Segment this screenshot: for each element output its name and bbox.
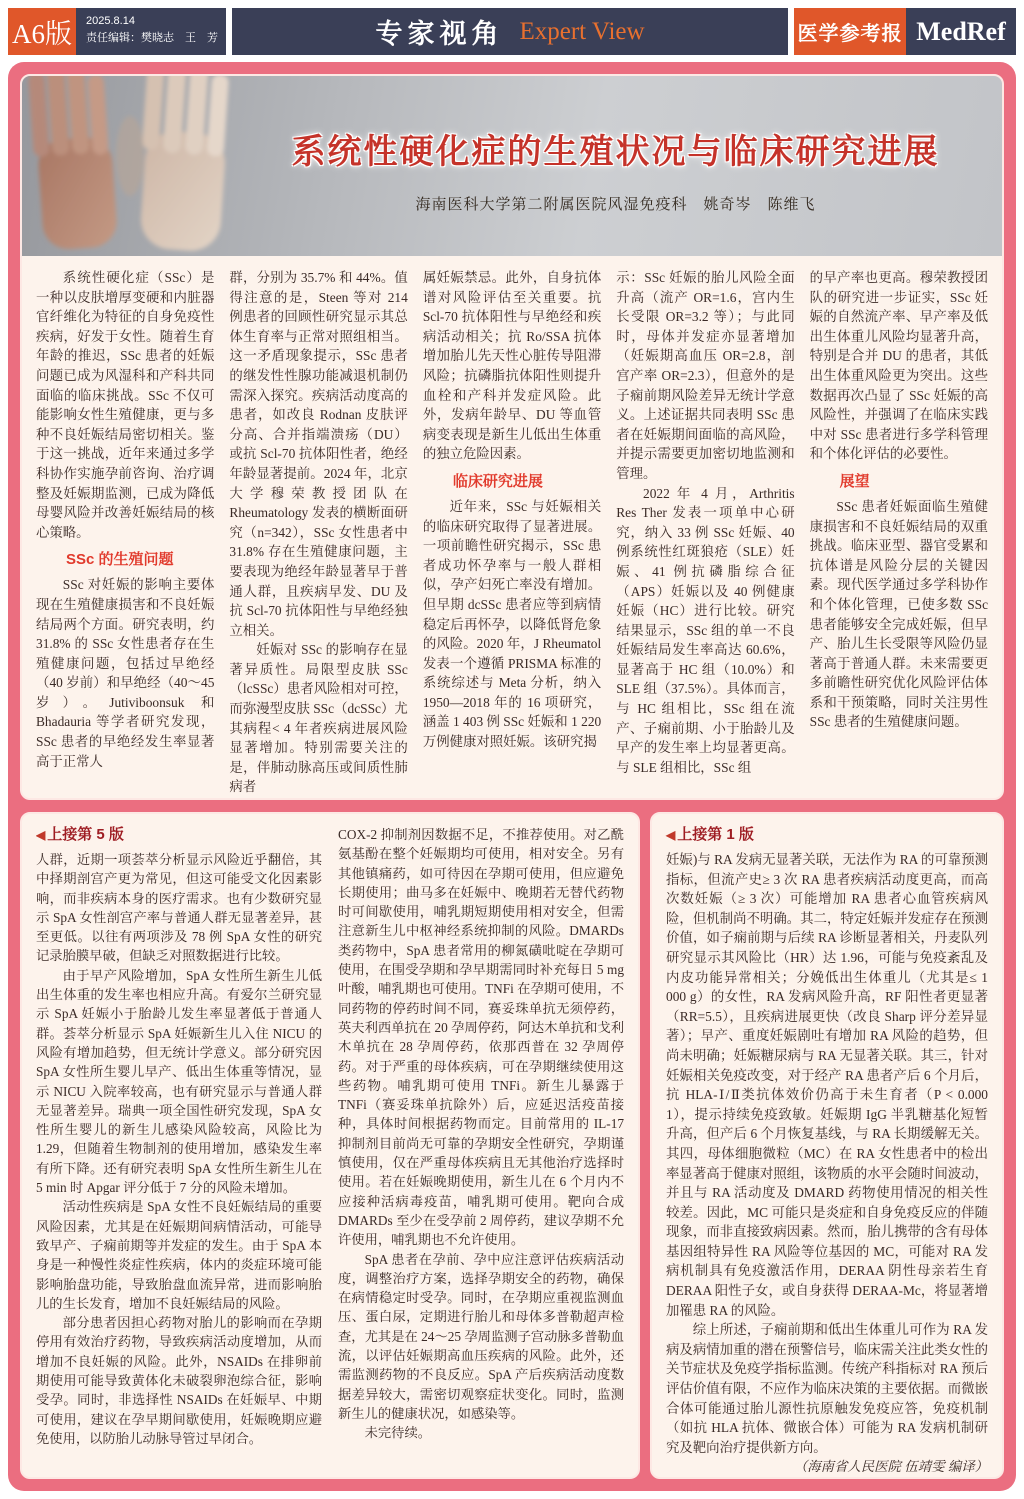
section-title-bar	[232, 8, 788, 55]
brand-name-en: MedRef	[906, 8, 1016, 55]
paragraph: SpA 患者在孕前、孕中应注意评估疾病活动度，调整治疗方案，选择孕期安全的药物，确保在病情稳定时受孕。同时，在孕期应重视监测血压、蛋白尿，定期进行胎儿和母体多普勒超声检查，尤其是在 24～25 孕周监测子宫动脉多普勒血流，以评估妊娠期高血压疾病的风险。此外，还需监测药物的不良反应。SpA 产后疾病活动度数据差异较大，需密切观察症状变化。同时，监测新生儿的健康状况，如感染等。	[338, 1251, 624, 1421]
article-column-1	[36, 268, 214, 800]
masthead-meta	[76, 8, 226, 55]
article-columns	[22, 256, 1002, 800]
content-frame	[8, 62, 1016, 1491]
paragraph: COX-2 抑制剂因数据不足，不推荐使用。对乙酰氨基酚在整个妊娠期均可使用，相对安全。另有其他镇痛药，如可待因在孕期可使用，但应避免长期使用；曲马多在妊娠中、晚期若无替代药物时可间歇使用，哺乳期短期使用相对安全，但需注意新生儿中枢神经系统抑制的风险。DMARDs 类药物中，SpA 患者常用的柳氮磺吡啶在孕期可使用，在围受孕期和孕早期需同时补充每日 5 mg 叶酸，哺乳期也可使用。TNFi 在孕期可使用，不同药物的停药时间不同，赛妥珠单抗无须停药，英夫利西单抗在 20 孕周停药，阿达木单抗和戈利木单抗在 28 孕周停药，依那西普在 32 孕周停药。对于严重的母体疾病，可在孕期继续使用这些药物。哺乳期可使用 TNFi。新生儿暴露于 TNFi（赛妥珠单抗除外）后，应延迟活疫苗接种，具体时间根据药物而定。目前常用的 IL-17 抑制剂目前尚无可靠的孕期安全性研究，孕期谨慎使用，仅在严重母体疾病且无其他治疗选择时使用。若在妊娠晚期使用，新生儿在 6 个月内不应接种活病毒疫苗，哺乳期可使用。靶向合成 DMARDs 至少在受孕前 2 周停药，建议孕期不允许使用，哺乳期也不允许使用。	[338, 827, 624, 1248]
paragraph: 妊娠)与 RA 发病无显著关联，无法作为 RA 的可靠预测指标，但流产史≥ 3 次 RA 患者疾病活动度更高，而高次数妊娠（≥ 3 次）可能增加 RA 患者心血管疾病风险，但机制尚不明确。其二，特定妊娠并发症存在预测价值，如子痫前期与后续 RA 诊断显著相关，丹麦队列研究显示其风险比（HR）达 1.96，可能与免疫紊乱及内皮功能异常相关；分娩低出生体重儿（尤其是≤ 1 000 g）的女性，RA 发病风险升高，RF 阳性者更显著（RR=5.5），且疾病进展更快（改良 Sharp 评分差异显著）；早产、重度妊娠剧吐有增加 RA 风险的趋势，但尚未明确；妊娠糖尿病与 RA 无显著关联。其三，针对妊娠相关免疫改变，对于经产 RA 患者产后 6 个月后，抗 HLA-Ⅰ/Ⅱ类抗体效价仍高于未生育者（P < 0.000 1），提示持续免疫致敏。妊娠期 IgG 半乳糖基化短暂升高，但产后 6 个月恢复基线，与 RA 长期缓解无关。其四，母体细胞微粒（MC）在 RA 女性患者中的检出率显著高于健康对照组，该物质的水平会随时间波动，并且与 RA 活动度及 DMARD 药物使用情况的相关性较差。因此，MC 可能只是炎症和自身免疫反应的伴随现象，而非直接致病因素。然而，胎儿携带的含有母体基因组特异性 RA 风险等位基因的 MC，可能对 RA 发病机制具有免疫激活作用，DERAA 阴性母亲若生育 DERAA 阳性子女，或自身获得 DERAA-Mc，将显著增加罹患 RA 的风险。	[666, 852, 988, 1318]
paragraph: 由于早产风险增加，SpA 女性所生新生儿低出生体重的发生率也相应升高。有爱尔兰研究显示 SpA 妊娠小于胎龄儿发生率显著低于普通人群。荟萃分析显示 SpA 妊娠新生儿入住 NICU 的风险有增加趋势，但无统计学意义。部分研究因 SpA 女性所生婴儿早产、低出生体重等情况，显示 NICU 入院率较高，也有研究显示与普通人群无显著差异。瑞典一项全国性研究发现，SpA 女性所生婴儿的新生儿感染风险较高，风险比为 1.29，但随着生物制剂的使用增加，感染发生率有所下降。还有研究表明 SpA 女性所生新生儿在 5 min 时 Apgar 评分低于 7 分的风险未增加。	[36, 967, 322, 1196]
article-title-area	[237, 76, 994, 256]
article-banner	[22, 76, 1002, 256]
paragraph: 未完待续。	[364, 1425, 432, 1441]
paragraph: 示：SSc 妊娠的胎儿风险全面升高（流产 OR=1.6，宫内生长受限 OR=3.2 等）；与此同时，母体并发症亦显著增加（妊娠期高血压 OR=2.8，剖宫产率 OR=2.3），但意外的是子痫前期风险差异无统计学意义。上述证据共同表明 SSc 患者在妊娠期间面临的高风险，并提示需要更加密切地监测和管理。	[616, 270, 795, 481]
paragraph: 妊娠对 SSc 的影响存在显著异质性。局限型皮肤 SSc（lcSSc）患者风险相对可控，而弥漫型皮肤 SSc（dcSSc）尤其病程< 4 年者疾病进展风险显著增加。特别需要关注的是，伴肺动脉高压或间质性肺病者	[229, 642, 408, 795]
paragraph: 活动性疾病是 SpA 女性不良妊娠结局的重要风险因素，尤其是在妊娠期间病情活动，可能导致早产、子痫前期等并发症的发生。由于 SpA 本身是一种慢性炎症性疾病，体内的炎症环境可能影响胎盘功能，导致胎盘血流异常，进而影响胎儿的生长发育，增加不良妊娠结局的风险。	[36, 1199, 322, 1311]
continued-header-label: 上接第 5 版	[47, 826, 124, 843]
paragraph: 的早产率也更高。穆荣教授团队的研究进一步证实，SSc 妊娠的自然流产率、早产率及低出生体重儿风险均显著升高，特别是合并 DU 的患者，其低出生体重风险更为突出。这些数据再次凸显了 SSc 妊娠的高风险性，并强调了在临床实践中对 SSc 患者进行多学科管理和个体化评估的必要性。	[809, 270, 989, 462]
paragraph: 系统性硬化症（SSc）是一种以皮肤增厚变硬和内脏器官纤维化为特征的自身免疫性疾病，好发于女性。随着生育年龄的推迟，SSc 患者的妊娠问题已成为风湿科和产科共同面临的临床挑战。SSc 不仅可能影响女性生殖健康，更与多种不良妊娠结局密切相关。鉴于这一挑战，近年来通过多学科协作实施孕前咨询、治疗调整及妊娠期监测，已成为降低母婴风险并改善妊娠结局的核心策略。	[36, 270, 215, 540]
translator-signature: （海南省人民医院 伍靖雯 编译）	[793, 1459, 988, 1475]
article-column-3	[423, 268, 601, 800]
article-title: 系统性硬化症的生殖状况与临床研究进展	[291, 133, 940, 171]
continued-articles-row	[20, 812, 1004, 1479]
section-subhead: 展望	[839, 472, 870, 490]
section-title-cn: 专家视角	[375, 19, 504, 49]
continued-from-page1-header	[666, 825, 988, 845]
paragraph: 综上所述，子痫前期和低出生体重儿可作为 RA 发病及病情加重的潜在预警信号，临床需关注此类女性的关节症状及免疫学指标监测。传统产科指标对 RA 预后评估价值有限，不应作为临床决策的主要依据。而微嵌合体可能通过胎儿源性抗原触发免疫应答，免疫机制（如抗 HLA 抗体、微嵌合体）可能为 RA 发病机制研究及靶向治疗提供新方向。	[666, 1322, 988, 1455]
paragraph: 属妊娠禁忌。此外，自身抗体谱对风险评估至关重要。抗 Scl-70 抗体阳性与早绝经和疾病活动相关；抗 Ro/SSA 抗体增加胎儿先天性心脏传导阻滞风险；抗磷脂抗体阳性则提升血栓和产科并发症风险。此外，发病年龄早、DU 等血管病变表现是新生儿低出生体重的独立危险因素。	[422, 270, 602, 462]
section-title-en: Expert View	[519, 17, 645, 45]
continued5-column-2	[338, 825, 624, 1466]
paragraph: 部分患者因担心药物对胎儿的影响而在孕期停用有效治疗药物，导致疾病活动度增加，从而增加不良妊娠的风险。此外，NSAIDs 在排卵前期使用可能导致黄体化未破裂卵泡综合征，影响受孕。同时，非选择性 NSAIDs 在妊娠早、中期可使用，建议在孕早期间歇使用，妊娠晚期应避免使用，以防胎儿动脉导管过早闭合。	[36, 1315, 322, 1446]
continued-marker-icon: ◀	[36, 828, 46, 842]
article-column-2	[229, 268, 407, 800]
continued-header-label: 上接第 1 版	[677, 826, 754, 843]
masthead	[8, 8, 1016, 55]
continued-from-page1-box	[650, 812, 1004, 1479]
article-column-5	[810, 268, 988, 800]
paragraph: 2022 年 4 月，Arthritis Res Ther 发表一项单中心研究，纳入 33 例 SSc 妊娠、40 例系统性红斑狼疮（SLE）妊娠、41 例抗磷脂综合征（APS）妊娠以及 40 例健康妊娠（HC）进行比较。研究结果显示，SSc 组的单一不良妊娠结局发生率高达 60.6%，显著高于 HC 组（10.0%）和 SLE 组（37.5%）。具体而言，与 HC 组相比，SSc 组在流产、子痫前期、小于胎龄儿及早产的发生率上均显著更高。与 SLE 组相比，SSc 组	[616, 485, 795, 775]
article-byline: 海南医科大学第二附属医院风湿免疫科 姚奇岑 陈维飞	[415, 196, 816, 213]
paragraph: SSc 对妊娠的影响主要体现在生殖健康损害和不良妊娠结局两个方面。研究表明，约 31.8% 的 SSc 女性患者存在生殖健康问题，包括过早绝经（40 岁前）和早绝经（40～45 岁）。Jutiviboonsuk 和 Bhadauria 等学者研究发现，SSc 患者的早绝经发生率显著高于正常人	[36, 577, 215, 769]
paragraph: SSc 患者妊娠面临生殖健康损害和不良妊娠结局的双重挑战。临床亚型、器官受累和抗体谱是风险分层的关键因素。现代医学通过多学科协作和个体化管理，已使多数 SSc 患者能够安全完成妊娠，但早产、胎儿生长受限等风险仍显著高于普通人群。未来需要更多前瞻性研究优化风险评估体系和干预策略，同时关注男性 SSc 患者的生殖健康问题。	[809, 498, 989, 730]
brand-name-cn: 医学参考报	[794, 8, 906, 55]
paragraph: 人群，近期一项荟萃分析显示风险近乎翻倍，其中择期剖宫产更为常见，但这可能受文化因素影响，而非疾病本身的医疗需求。也有少数研究显示 SpA 女性剖宫产率与普通人群无显著差异，甚至更低。以往有两项涉及 78 例 SpA 女性的研究记录胎膜早破，但缺乏对照数据进行比较。	[36, 852, 322, 964]
article-column-4	[616, 268, 794, 800]
section-subhead: SSc 的生殖问题	[66, 551, 174, 569]
continued-from-page5-header	[36, 825, 322, 845]
edition-label: A6版	[8, 8, 76, 55]
issue-date: 2025.8.14	[86, 15, 135, 27]
continued-from-page5-box	[20, 812, 640, 1479]
hands-photo	[22, 76, 257, 256]
paragraph: 近年来，SSc 与妊娠相关的临床研究取得了显著进展。一项前瞻性研究揭示，SSc 患者成功怀孕率与一般人群相似，孕产妇死亡率没有增加。但早期 dcSSc 患者应等到病情稳定后再怀孕，以降低肾危象的风险。2020 年，J Rheumatol 发表一个遵循 PRISMA 标准的系统综述与 Meta 分析，纳入 1950—2018 年的 16 项研究，涵盖 1 403 例 SSc 妊娠和 1 220 万例健康对照妊娠。该研究揭	[422, 498, 602, 750]
main-article-box	[20, 74, 1004, 800]
continued5-column-1	[36, 825, 322, 1466]
paragraph: 群，分别为 35.7% 和 44%。值得注意的是，Steen 等对 214 例患者的回顾性研究显示其总体生育率与正常对照组相当。这一矛盾现象提示，SSc 患者的继发性性腺功能减退机制仍需深入探究。疾病活动度高的患者，如改良 Rodnan 皮肤评分高、合并指端溃疡（DU）或抗 Scl-70 抗体阳性者，绝经年龄显著提前。2024 年，北京大学穆荣教授团队在 Rheumatology 发表的横断面研究（n=342），SSc 女性患者中 31.8% 存在生殖健康问题，主要表现为绝经年龄显著早于普通人群，且疾病早发、DU 及抗 Scl-70 抗体阳性与早绝经独立相关。	[229, 270, 408, 638]
section-subhead: 临床研究进展	[452, 472, 543, 490]
continued-marker-icon: ◀	[666, 828, 676, 842]
editors-line: 责任编辑：樊晓志 王 芳	[86, 32, 218, 44]
